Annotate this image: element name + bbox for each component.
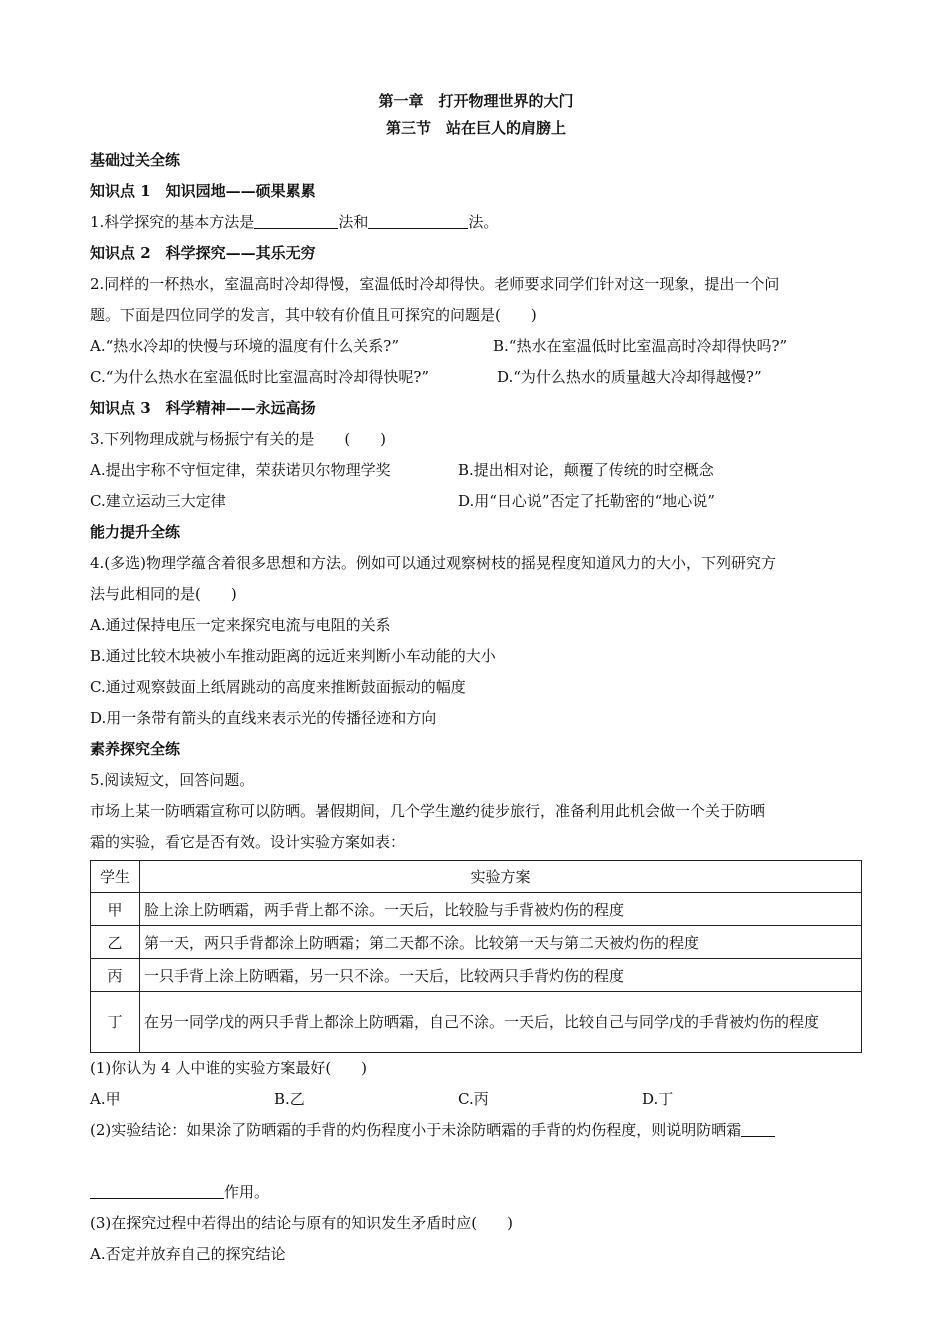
table-header-plan: 实验方案 xyxy=(140,861,862,893)
spacer xyxy=(90,1146,862,1177)
q2-option-d[interactable]: D.“为什么热水的质量越大冷却得越慢?” xyxy=(497,368,762,386)
q3-option-a[interactable]: A.提出宇称不守恒定律，荣获诺贝尔物理学奖 xyxy=(90,461,391,479)
table-header-student: 学生 xyxy=(91,861,140,893)
question-1 xyxy=(90,207,862,238)
q3-option-b[interactable]: B.提出相对论，颠覆了传统的时空概念 xyxy=(458,461,714,479)
sub-question-3: (3)在探究过程中若得出的结论与原有的知识发生矛盾时应( ) xyxy=(90,1214,513,1232)
table-header-row xyxy=(91,861,862,893)
sub1-option-d[interactable]: D.丁 xyxy=(642,1090,674,1108)
q4-option-d[interactable]: D.用一条带有箭头的直线来表示光的传播径迹和方向 xyxy=(90,709,437,727)
q2-line-2: 题。下面是四位同学的发言，其中较有价值且可探究的问题是( ) xyxy=(90,306,537,324)
q2-option-c[interactable]: C.“为什么热水在室温低时比室温高时冷却得快呢?” xyxy=(90,368,430,386)
sub2-continuation xyxy=(90,1177,862,1208)
sub3-option-a[interactable]: A.否定并放弃自己的探究结论 xyxy=(90,1245,286,1263)
q4-option-c[interactable]: C.通过观察鼓面上纸屑跳动的高度来推断鼓面振动的幅度 xyxy=(90,678,466,696)
knowledge-point-3: 知识点 3 科学精神——永远高扬 xyxy=(90,399,316,417)
q2-line-1: 2.同样的一杯热水，室温高时冷却得慢，室温低时冷却得快。老师要求同学们针对这一现象，提出一个问 xyxy=(90,275,780,293)
table-cell-plan: 脸上涂上防晒霜，两手背上都不涂。一天后，比较脸与手背被灼伤的程度 xyxy=(140,893,862,926)
q4-option-a[interactable]: A.通过保持电压一定来探究电流与电阻的关系 xyxy=(90,616,391,634)
knowledge-point-1: 知识点 1 知识园地——硕果累累 xyxy=(90,182,316,200)
table-cell-plan: 在另一同学戊的两只手背上都涂上防晒霜，自己不涂。一天后，比较自己与同学戊的手背被灼伤的程度 xyxy=(140,992,862,1053)
q3-option-c[interactable]: C.建立运动三大定律 xyxy=(90,492,226,510)
q1-text-b: 法和 xyxy=(338,213,369,231)
part1-title: 基础过关全练 xyxy=(90,151,181,169)
question-5: 5.阅读短文，回答问题。 xyxy=(90,771,255,789)
part2-title: 能力提升全练 xyxy=(90,523,181,541)
section-title: 第三节 站在巨人的肩膀上 xyxy=(385,119,566,137)
q2-option-b[interactable]: B.“热水在室温低时比室温高时冷却得快吗?” xyxy=(493,337,788,355)
table-cell-student: 乙 xyxy=(91,926,140,959)
sub1-option-b[interactable]: B.乙 xyxy=(274,1090,305,1108)
table-cell-student: 丁 xyxy=(91,992,140,1053)
sub-question-1: (1)你认为 4 人中谁的实验方案最好( ) xyxy=(90,1059,368,1077)
experiment-table xyxy=(90,860,862,1053)
q4-line-1: 4.(多选)物理学蕴含着很多思想和方法。例如可以通过观察树枝的摇晃程度知道风力的大小，下列研究方 xyxy=(90,554,777,572)
q1-text-c: 法。 xyxy=(468,213,499,231)
sub2-blank-1[interactable] xyxy=(741,1118,775,1137)
question-3: 3.下列物理成就与杨振宁有关的是 ( ) xyxy=(90,430,387,448)
knowledge-point-2: 知识点 2 科学探究——其乐无穷 xyxy=(90,244,316,262)
sub2-blank-2[interactable] xyxy=(90,1180,224,1199)
table-row xyxy=(91,992,862,1053)
q1-text-a: 1.科学探究的基本方法是 xyxy=(90,213,255,231)
table-row xyxy=(91,893,862,926)
sub-question-2 xyxy=(90,1115,862,1146)
passage-line-1: 市场上某一防晒霜宣称可以防晒。暑假期间，几个学生邀约徒步旅行，准备利用此机会做一个关于防晒 xyxy=(90,802,766,820)
q1-blank-2[interactable] xyxy=(368,210,468,229)
sub1-option-a[interactable]: A.甲 xyxy=(90,1090,121,1108)
sub2-text: (2)实验结论：如果涂了防晒霜的手背的灼伤程度小于未涂防晒霜的手背的灼伤程度，则说明防晒霜 xyxy=(90,1121,742,1139)
q3-options-row-1 xyxy=(90,455,862,486)
q2-option-a[interactable]: A.“热水冷却的快慢与环境的温度有什么关系?” xyxy=(90,337,399,355)
table-cell-student: 甲 xyxy=(91,893,140,926)
worksheet-page xyxy=(90,88,862,1270)
passage-line-2: 霜的实验，看它是否有效。设计实验方案如表： xyxy=(90,833,406,851)
q1-blank-1[interactable] xyxy=(254,210,338,229)
chapter-title: 第一章 打开物理世界的大门 xyxy=(378,92,574,110)
q3-options-row-2 xyxy=(90,486,862,517)
q3-option-d[interactable]: D.用“日心说”否定了托勒密的“地心说” xyxy=(458,492,715,510)
sub2-end: 作用。 xyxy=(224,1183,270,1201)
q2-options-row-1 xyxy=(90,331,862,362)
q2-options-row-2 xyxy=(90,362,862,393)
table-cell-plan: 一只手背上涂上防晒霜，另一只不涂。一天后，比较两只手背灼伤的程度 xyxy=(140,959,862,992)
table-cell-student: 丙 xyxy=(91,959,140,992)
sub1-option-c[interactable]: C.丙 xyxy=(458,1090,489,1108)
table-row xyxy=(91,959,862,992)
table-row xyxy=(91,926,862,959)
q4-option-b[interactable]: B.通过比较木块被小车推动距离的远近来判断小车动能的大小 xyxy=(90,647,496,665)
sub1-options xyxy=(90,1084,862,1115)
q4-line-2: 法与此相同的是( ) xyxy=(90,585,237,603)
part3-title: 素养探究全练 xyxy=(90,740,181,758)
table-cell-plan: 第一天，两只手背都涂上防晒霜；第二天都不涂。比较第一天与第二天被灼伤的程度 xyxy=(140,926,862,959)
